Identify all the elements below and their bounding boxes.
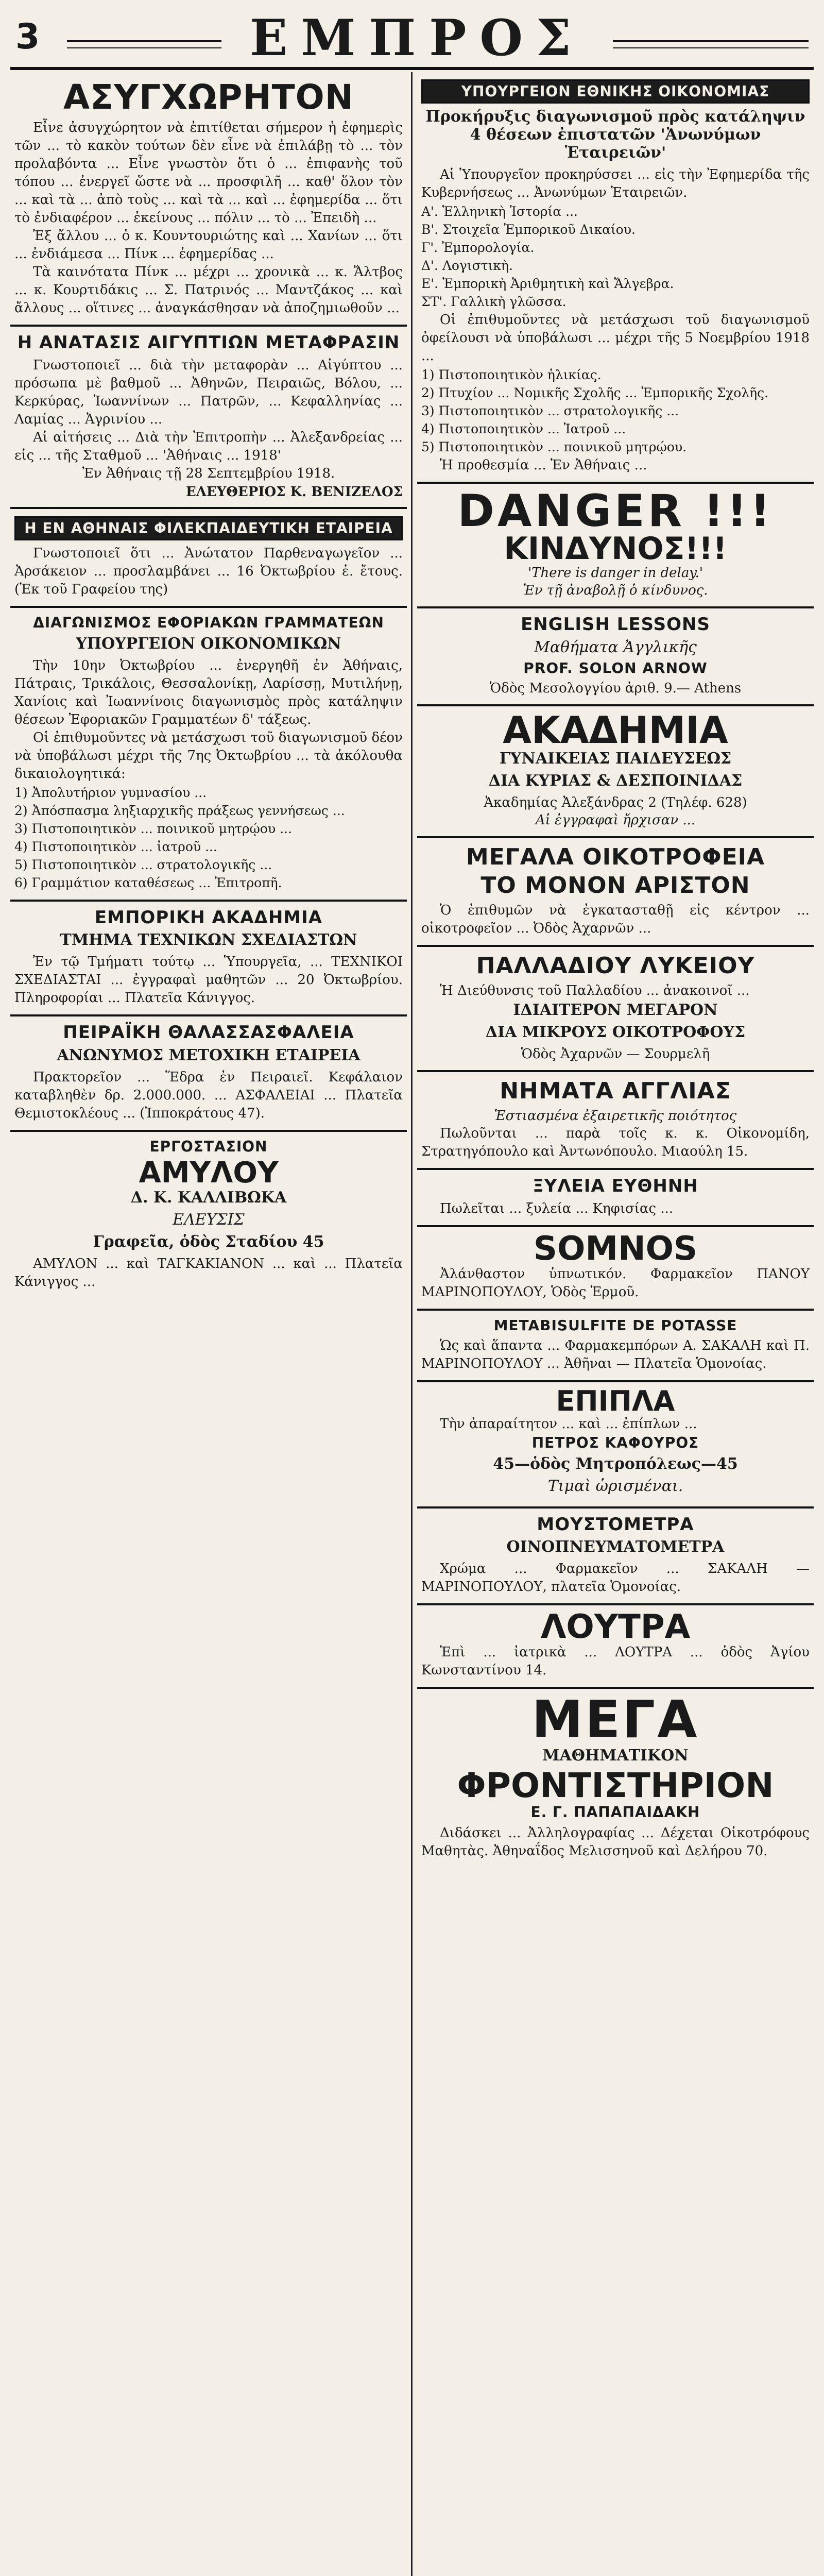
- ad-text: Τὴν ἀπαραίτητον ... καὶ ... ἐπίπλων ...: [440, 1416, 697, 1432]
- notice-etaireia: [10, 509, 407, 608]
- list-item: ΣΤ'. Γαλλικὴ γλῶσσα.: [421, 294, 566, 310]
- notice-anatasi: [10, 327, 407, 509]
- article-paragraph: Ἐξ ἄλλου ... ὁ κ. Κουντουριώτης καὶ ... Χανίων ... ὅτι ... ἐνδιάμεσα ... Πίνκ ... ἐφημερίδας ...: [14, 228, 403, 262]
- masthead-rule-left: [67, 40, 221, 48]
- ad-loutra: [417, 1605, 814, 1689]
- ad-subtitle-2: ΔΙΑ ΜΙΚΡΟΥΣ ΟΙΚΟΤΡΟΦΟΥΣ: [485, 1023, 746, 1042]
- ad-line: Ἐν τῇ ἀναβολῇ ὁ κίνδυνος.: [523, 583, 708, 599]
- ad-title: METABISULFITE DE POTASSE: [493, 1316, 737, 1334]
- ad-title: ΠΑΛΛΑΔΙΟΥ ΛΥΚΕΙΟΥ: [476, 952, 755, 979]
- list-item: 4) Πιστοποιητικὸν ... ἰατροῦ ...: [14, 839, 217, 854]
- list-item: 3) Πιστοποιητικὸν ... στρατολογικῆς ...: [421, 403, 679, 419]
- list-item: Γ'. Ἐμπορολογία.: [421, 240, 535, 256]
- article-asygchoreton: [10, 72, 407, 327]
- ad-peiraiki: [10, 1016, 407, 1132]
- ad-title: ΑΚΑΔΗΜΙΑ: [503, 708, 728, 752]
- ad-epipla: [417, 1382, 814, 1508]
- ad-mega-frontistirion: [417, 1689, 814, 1867]
- ad-palladion: [417, 947, 814, 1072]
- ad-subtitle: ΙΔΙΑΙΤΕΡΟΝ ΜΕΓΑΡΟΝ: [513, 1001, 718, 1020]
- ad-nimata: [417, 1072, 814, 1170]
- ad-subtitle: ΑΝΩΝΥΜΟΣ ΜΕΤΟΧΙΚΗ ΕΤΑΙΡΕΙΑ: [57, 1046, 360, 1065]
- ad-title: ENGLISH LESSONS: [521, 614, 710, 635]
- ad-address: Ὁδὸς Μεσολογγίου ἀριθ. 9.— Athens: [489, 681, 742, 697]
- ad-address: 45—ὁδὸς Μητροπόλεως—45: [493, 1454, 738, 1473]
- notice-paragraph: Οἱ ἐπιθυμοῦντες νὰ μετάσχωσι τοῦ διαγωνισμοῦ δέον νὰ ὑποβάλωσι μέχρι τῆς 7ης Ὀκτωβρίου ... τὰ ἀκόλουθα δικαιολογητικά:: [14, 730, 403, 782]
- notice-title: Η ΕΝ ΑΘΗΝΑΙΣ ΦΙΛΕΚΠΑΙΔΕΥΤΙΚΗ ΕΤΑΙΡΕΙΑ: [14, 516, 403, 540]
- ad-metabisulfite: [417, 1311, 814, 1382]
- ad-somnos: [417, 1227, 814, 1311]
- notice-text: Γνωστοποιεῖ ὅτι ... Ἀνώτατον Παρθεναγωγεῖον ... Ἀρσάκειον ... προσλαμβάνει ... 16 Ὀκτωβρίου ἐ. ἔτους. (Ἐκ τοῦ Γραφείου της): [14, 546, 403, 598]
- notice-paragraph: Τὴν 10ην Ὀκτωβρίου ... ἐνεργηθῆ ἐν Ἀθήναις, Πάτραις, Τρικάλοις, Θεσσαλονίκῃ, Λαρίσσῃ, Μυτιλήνῃ, Χανίοις καὶ Ἰωαννίνοις διαγωνισμὸς πρὸς κατάληψιν θέσεων Ἐφοριακῶν Γραμματέων δ' τάξεως.: [14, 657, 403, 727]
- ad-title: ΠΕΙΡΑΪΚΗ ΘΑΛΑΣΣΑΣΦΑΛΕΙΑ: [63, 1022, 354, 1043]
- column-divider: [411, 72, 413, 2576]
- ad-emporiki-akadimia: [10, 902, 407, 1017]
- ad-title: ΜΟΥΣΤΟΜΕΤΡΑ: [537, 1514, 694, 1535]
- article-title: ΑΣΥΓΧΩΡΗΤΟΝ: [63, 77, 354, 117]
- ad-title: ΛΟΥΤΡΑ: [540, 1608, 691, 1647]
- ad-owner: Ε. Γ. ΠΑΠΑΠΑΙΔΑΚΗ: [530, 1804, 700, 1821]
- ad-title-greek: ΚΙΝΔΥΝΟΣ!!!: [504, 531, 727, 567]
- article-paragraph: Τὰ καινότατα Πίνκ ... μέχρι ... χρονικὰ ... κ. Ἄλτβος ... κ. Κουρτιδάκις ... Σ. Πατρινός ... Μαντζάκος ... καὶ ἄλλους ... οἵτινες ... ἀναγκάσθησαν νὰ ἀποζημιωθοῦν ...: [14, 264, 403, 316]
- notice-paragraph: Γνωστοποιεῖ ... διὰ τὴν μεταφορὰν ... Αἰγύπτου ... πρόσωπα μὲ βαθμοῦ ... Ἀθηνῶν, Πειραιῶς, Βόλου, ... Κερκύρας, Ἰωαννίνων ... Πατρῶν, ... Κεφαλληνίας ... Λαμίας ... Ἀγρινίου ...: [14, 357, 403, 427]
- ad-text: Πωλοῦνται ... παρὰ τοῖς κ. κ. Οἰκονομίδη, Στρατηγόπουλο καὶ Ἀντωνόπουλο. Μιαούλη 15.: [421, 1126, 810, 1160]
- notice-subtitle: Προκήρυξις διαγωνισμοῦ πρὸς κατάληψιν 4 θέσεων ἐπιστατῶν 'Ἀνωνύμων Ἑταιρειῶν': [425, 108, 805, 162]
- ad-text: Πωλεῖται ... ξυλεία ... Κηφισίας ...: [440, 1200, 674, 1216]
- ad-text: Ἐπὶ ... ἰατρικὰ ... ΛΟΥΤΡΑ ... ὁδὸς Ἀγίου Κωνσταντίνου 14.: [421, 1645, 810, 1679]
- ad-text: Πρακτορεῖον ... Ἕδρα ἐν Πειραιεῖ. Κεφάλαιον καταβληθὲν δρ. 2.000.000. ... ΑΣΦΑΛΕΙΑΙ ... Πλατεῖα Θεμιστοκλέους ... (Ἰπποκράτους 47).: [14, 1070, 403, 1122]
- ad-text: Ὁ ἐπιθυμῶν νὰ ἐγκατασταθῇ εἰς κέντρον ... οἰκοτροφεῖον ... Ὀδὸς Ἀχαρνῶν ...: [421, 902, 810, 936]
- notice-paragraph: Αἱ αἰτήσεις ... Διὰ τὴν Ἐπιτροπὴν ... Ἀλεξανδρείας ... εἰς ... τῆς Σταθμοῦ ... 'Ἀθήναις ... 1918': [14, 429, 403, 463]
- notice-signature: ΕΛΕΥΘΕΡΙΟΣ Κ. ΒΕΝΙΖΕΛΟΣ: [185, 484, 403, 500]
- ad-subtitle: ΜΑΘΗΜΑΤΙΚΟΝ: [542, 1747, 689, 1765]
- notice-paragraph: Αἱ Ὑπουργεῖον προκηρύσσει ... εἰς τὴν Ἐφημερίδα τῆς Κυβερνήσεως ... Ἀνωνύμων Ἑταιρειῶν.: [421, 167, 810, 201]
- notice-title: ΥΠΟΥΡΓΕΙΟΝ ΕΘΝΙΚΗΣ ΟΙΚΟΝΟΜΙΑΣ: [421, 79, 810, 104]
- ad-akadimia-gynaikeias: [417, 706, 814, 838]
- ad-subtitle: ΤΜΗΜΑ ΤΕΧΝΙΚΩΝ ΣΧΕΔΙΑΣΤΩΝ: [60, 931, 357, 950]
- page-number: 3: [15, 16, 40, 57]
- ad-address: Ἀκαδημίας Ἀλεξάνδρας 2 (Τηλέφ. 628): [484, 795, 747, 811]
- right-column: [417, 72, 814, 2576]
- ad-subtitle: ΓΥΝΑΙΚΕΙΑΣ ΠΑΙΔΕΥΣΕΩΣ: [499, 750, 732, 768]
- ad-text: Διδάσκει ... Ἀλληλογραφίας ... Δέχεται Οἰκοτρόφους Μαθητὰς. Ἀθηναΐδος Μελισσηνοῦ καὶ Δελήρου 70.: [421, 1825, 810, 1859]
- ad-moustometra: [417, 1509, 814, 1606]
- list-item: 2) Πτυχίον ... Νομικῆς Σχολῆς ... Ἐμπορικῆς Σχολῆς.: [421, 385, 769, 401]
- notice-date: Ἐν Ἀθήναις τῇ 28 Σεπτεμβρίου 1918.: [82, 465, 335, 481]
- ad-text: Αἱ ἐγγραφαὶ ἤρχισαν ...: [535, 812, 696, 828]
- ad-address: Ὁδὸς Ἀχαρνῶν — Σουρμελῆ: [521, 1046, 710, 1062]
- ad-text: Χρώμα ... Φαρμακεῖον ... ΣΑΚΑΛΗ — ΜΑΡΙΝΟΠΟΥΛΟΥ, πλατεῖα Ὁμονοίας.: [421, 1561, 810, 1595]
- list-item: Β'. Στοιχεῖα Ἐμπορικοῦ Δικαίου.: [421, 222, 636, 238]
- ad-ergostasion: [10, 1132, 407, 1298]
- ad-english-lessons: [417, 608, 814, 706]
- ad-text: Ἀλάνθαστον ὑπνωτικόν. Φαρμακεῖον ΠΑΝΟΥ ΜΑΡΙΝΟΠΟΥΛΟΥ, Ὁδὸς Ἑρμοῦ.: [421, 1266, 810, 1300]
- notice-diagonismos: [10, 608, 407, 901]
- ad-text: ΑΜΥΛΟΝ ... καὶ ΤΑΓΚΑΚΙΑΝΟΝ ... καὶ ... Πλατεῖα Κάνιγγος ...: [14, 1256, 403, 1290]
- notice-subtitle: ΥΠΟΥΡΓΕΙΟΝ ΟΙΚΟΝΟΜΙΚΩΝ: [76, 634, 341, 653]
- ad-title: ΜΕΓΑΛΑ ΟΙΚΟΤΡΟΦΕΙΑ: [466, 844, 765, 871]
- list-item: 5) Πιστοποιητικὸν ... ποινικοῦ μητρῴου.: [421, 439, 687, 455]
- notice-paragraph: Οἱ ἐπιθυμοῦντες νὰ μετάσχωσι τοῦ διαγωνισμοῦ ὀφείλουσι νὰ ὑποβάλωσι ... μέχρι τῆς 5 Νοεμβρίου 1918 ...: [421, 312, 810, 364]
- ad-subtitle: Μαθήματα Ἀγγλικῆς: [534, 638, 697, 657]
- notice-title: ΔΙΑΓΩΝΙΣΜΟΣ ΕΦΟΡΙΑΚΩΝ ΓΡΑΜΜΑΤΕΩΝ: [33, 614, 384, 632]
- ad-title: SOMNOS: [533, 1229, 698, 1268]
- ad-text: Ἡ Διεύθυνσις τοῦ Παλλαδίου ... ἀνακοινοῖ ...: [440, 983, 750, 999]
- masthead-rule-right: [613, 40, 809, 48]
- ad-label: ΕΡΓΟΣΤΑΣΙΟΝ: [149, 1138, 268, 1156]
- ad-owner: ΠΕΤΡΟΣ ΚΑΦΟΥΡΟΣ: [531, 1434, 699, 1452]
- ad-teacher: PROF. SOLON ARNOW: [523, 659, 708, 677]
- ad-title: ΜΕΓΑ: [531, 1689, 699, 1750]
- notice-title: Η ΑΝΑΤΑΣΙΣ ΑΙΓΥΠΤΙΩΝ ΜΕΤΑΦΡΑΣΙΝ: [17, 332, 400, 353]
- ad-xyleia: [417, 1170, 814, 1227]
- ad-danger: [417, 484, 814, 608]
- ad-text: Ὡς καὶ ἅπαντα ... Φαρμακεμπόρων Α. ΣΑΚΑΛΗ καὶ Π. ΜΑΡΙΝΟΠΟΥΛΟΥ ... Ἀθῆναι — Πλατεῖα Ὁμονοίας.: [421, 1338, 810, 1372]
- ad-subtitle-2: ΔΙΑ ΚΥΡΙΑΣ & ΔΕΣΠΟΙΝΙΔΑΣ: [488, 772, 743, 790]
- notice-ypourgeion: [417, 72, 814, 484]
- list-item: 2) Ἀπόσπασμα ληξιαρχικῆς πράξεως γεννήσεως ...: [14, 803, 345, 818]
- ad-subtitle: ΤΟ ΜΟΝΟΝ ΑΡΙΣΤΟΝ: [480, 872, 750, 899]
- ad-title: DANGER !!!: [457, 485, 774, 537]
- list-item: Α'. Ἑλληνικὴ Ἱστορία ...: [421, 204, 578, 219]
- ad-title: ΕΠΙΠΛΑ: [556, 1385, 675, 1418]
- ad-subtitle: ΟΙΝΟΠΝΕΥΜΑΤΟΜΕΤΡΑ: [506, 1538, 725, 1556]
- ad-title: ΞΥΛΕΙΑ ΕΥΘΗΝΗ: [533, 1176, 698, 1197]
- ad-owner: Δ. Κ. ΚΑΛΛΙΒΩΚΑ: [130, 1188, 287, 1207]
- ad-title: ΕΜΠΟΡΙΚΗ ΑΚΑΔΗΜΙΑ: [94, 907, 323, 928]
- masthead: [10, 10, 814, 70]
- ad-title: ΝΗΜΑΤΑ ΑΓΓΛΙΑΣ: [500, 1078, 731, 1105]
- ad-line: 'There is danger in delay.': [527, 565, 703, 581]
- ad-place: ΕΛΕΥΣΙΣ: [173, 1210, 245, 1229]
- notice-paragraph: Ἡ προθεσμία ... Ἐν Ἀθήναις ...: [440, 457, 647, 473]
- article-paragraph: Εἶνε ἀσυγχώρητον νὰ ἐπιτίθεται σήμερον ἡ ἐφημερὶς τῶν ... τὸ κακὸν τούτων δὲν εἶνε νὰ ἐπιλάβῃ τὸ ... τὸν προλαβόντα ... Εἶνε γνωστὸν ὅτι ὁ ... ἐπιφανὴς τοῦ τόπου ... ἐνεργεῖ ὥστε νὰ ... προσφιλῆ ... καθ' ὅλον τὸν ... καὶ τὰ ... ἀπὸ τοὺς ... καὶ τὰ ... καὶ ... ἐφημερίδα ... ὅτι τὸ ἐνδιαφέρον ... ἐκείνους ... πόλιν ... τὸ ... Ἐπειδὴ ...: [14, 120, 403, 226]
- left-column: [10, 72, 407, 2576]
- list-item: Ε'. Ἐμπορικὴ Ἀριθμητικὴ καὶ Ἄλγεβρα.: [421, 276, 674, 292]
- list-item: 6) Γραμμάτιον καταθέσεως ... Ἐπιτροπῆ.: [14, 875, 282, 890]
- list-item: 1) Πιστοποιητικὸν ἡλικίας.: [421, 367, 602, 383]
- ad-subtitle: Ἑστιασμένα ἐξαιρετικῆς ποιότητος: [494, 1108, 737, 1124]
- ad-oikotrofeia: [417, 838, 814, 946]
- ad-tag: Τιμαὶ ὡρισμέναι.: [547, 1477, 683, 1495]
- list-item: 4) Πιστοποιητικὸν ... Ἰατροῦ ...: [421, 421, 626, 437]
- list-item: Δ'. Λογιστικὴ.: [421, 258, 513, 274]
- list-item: 3) Πιστοποιητικὸν ... ποινικοῦ μητρῴου ...: [14, 821, 292, 836]
- list-item: 1) Ἀπολυτήριον γυμνασίου ...: [14, 785, 207, 800]
- ad-name: ΑΜΥΛΟΥ: [139, 1156, 279, 1190]
- paper-name: ΕΜΠΡΟΣ: [250, 9, 585, 67]
- ad-title-2: ΦΡΟΝΤΙΣΤΗΡΙΟΝ: [457, 1766, 774, 1806]
- list-item: 5) Πιστοποιητικὸν ... στρατολογικῆς ...: [14, 857, 272, 872]
- ad-text: Ἐν τῷ Τμήματι τούτῳ ... Ὑπουργεῖα, ... ΤΕΧΝΙΚΟΙ ΣΧΕΔΙΑΣΤΑΙ ... ἐγγραφαὶ μαθητῶν ... 20 Ὀκτωβρίου. Πληροφορίαι ... Πλατεῖα Κάνιγγος.: [14, 954, 403, 1006]
- ad-address: Γραφεῖα, ὁδὸς Σταδίου 45: [93, 1232, 324, 1251]
